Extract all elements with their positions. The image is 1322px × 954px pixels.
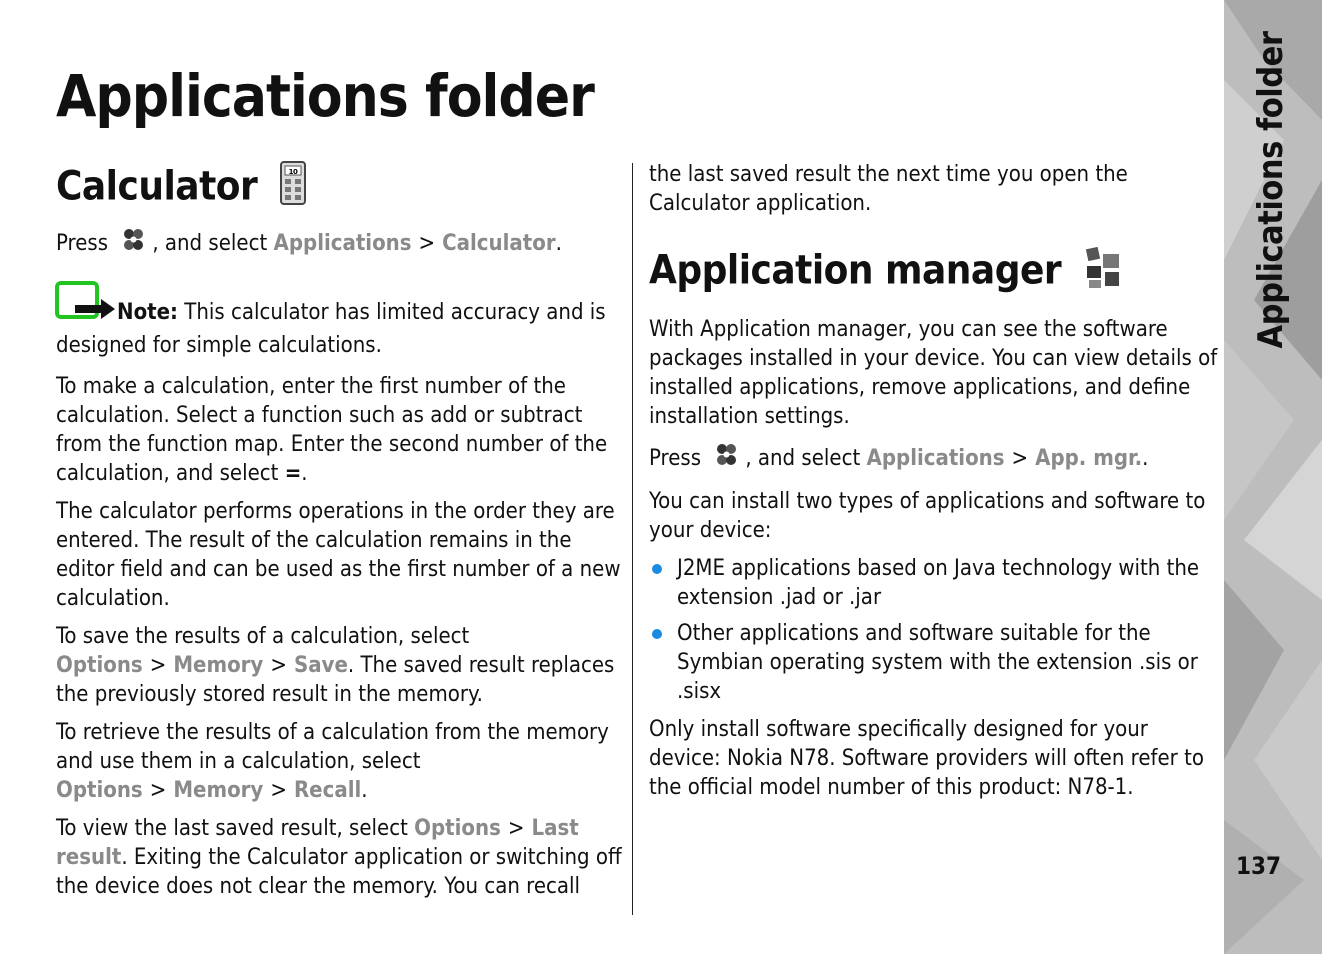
column-divider (632, 163, 633, 915)
bullet-icon (652, 564, 662, 574)
note-label: Note: (117, 300, 178, 325)
side-tab-label: Applications folder (1251, 31, 1291, 349)
app-types-list (649, 554, 1219, 706)
menu-key-icon (713, 440, 739, 478)
calc-paragraph-retrieve: To retrieve the results of a calculation from the memory and use them in a calculation, select Options > Memory > Recall. (56, 720, 609, 803)
app-manager-only: Only install software specifically designed for your device: Nokia N78. Software providers will often refer to the official model number of this product: N78-1. (649, 717, 1204, 800)
note-text: This calculator has limited accuracy and is designed for simple calculations. (56, 300, 606, 358)
app-manager-press-line: Press , and select Applications > App. mgr.. (649, 440, 1219, 478)
app-manager-icon (1083, 244, 1125, 301)
calculator-icon (279, 160, 307, 217)
note-block (56, 279, 626, 360)
menu-calculator: Calculator (442, 231, 556, 256)
calculator-heading: Calculator 10 (56, 160, 626, 217)
left-column (56, 160, 626, 910)
menu-key-icon (120, 225, 146, 263)
right-column (649, 160, 1219, 811)
list-item: J2ME applications based on Java technology with the extension .jad or .jar (649, 554, 1219, 612)
calc-paragraph-view-continued: the last saved result the next time you open the Calculator application. (649, 162, 1128, 216)
app-manager-types: You can install two types of applications and software to your device: (649, 489, 1206, 543)
app-manager-intro: With Application manager, you can see the software packages installed in your device. You can view details of installed applications, remove applications, and define installation settings. (649, 317, 1218, 429)
svg-text:10: 10 (288, 168, 298, 176)
note-icon (55, 279, 117, 331)
calc-paragraph-order: The calculator performs operations in the order they are entered. The result of the calculation remains in the editor field and can be used as the first number of a new calculation. (56, 499, 621, 611)
page-title: Applications folder (56, 62, 594, 130)
calc-paragraph-view: To view the last saved result, select Options > Last result. Exiting the Calculator application or switching off the device does not clear the memory. You can recall (56, 816, 622, 899)
calculator-press-line: Press , and select Applications > Calculator. (56, 225, 626, 263)
calc-paragraph-make: To make a calculation, enter the first number of the calculation. Select a function such as add or subtract from the function map. Enter the second number of the calculation, and select =. (56, 374, 608, 486)
list-item: Other applications and software suitable for the Symbian operating system with the extension .sis or .sisx (649, 619, 1219, 706)
page-number: 137 (1236, 852, 1282, 880)
bullet-icon (652, 629, 662, 639)
menu-applications: Applications (273, 231, 412, 256)
calc-paragraph-save: To save the results of a calculation, select Options > Memory > Save. The saved result replaces the previously stored result in the memory. (56, 624, 615, 707)
app-manager-heading: Application manager (649, 244, 1219, 301)
